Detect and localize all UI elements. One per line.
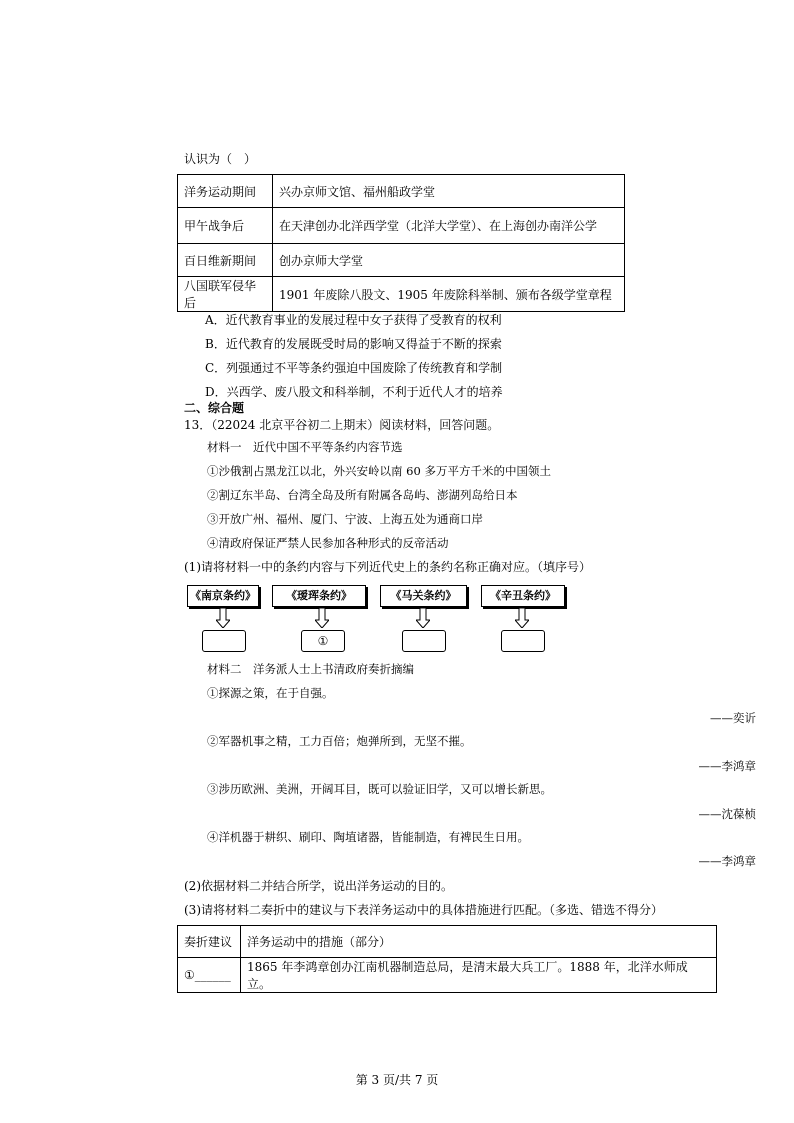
option-c: C．列强通过不平等条约强迫中国废除了传统教育和学制 <box>205 361 503 375</box>
table-cell: 1901 年废除八股文、1905 年废除科举制、颁布各级学堂章程 <box>273 277 625 312</box>
table-header: 洋务运动中的措施（部分） <box>241 926 717 958</box>
material1-item: ②割辽东半岛、台湾全岛及所有附属各岛屿、澎湖列岛给日本 <box>207 488 518 502</box>
material2-item: ④洋机器于耕织、刷印、陶埴诸器，皆能制造，有裨民生日用。 <box>207 830 529 844</box>
page-number: 第 3 页/共 7 页 <box>355 1073 439 1087</box>
material2-title: 材料二 洋务派人士上书清政府奏折摘编 <box>207 662 414 676</box>
material2-item: ②军器机事之精，工力百倍；炮弹所到，无坚不摧。 <box>207 734 472 748</box>
material2-author: ——李鸿章 <box>698 854 756 868</box>
question-13: 13．（22024 北京平谷初二上期末）阅读材料，回答问题。 <box>184 418 500 432</box>
table-cell: 兴办京师文馆、福州船政学堂 <box>273 175 625 208</box>
material1-item: ④清政府保证严禁人民参加各种形式的反帝活动 <box>207 536 449 550</box>
table-cell: 创办京师大学堂 <box>273 244 625 277</box>
down-arrow-icon <box>216 608 230 628</box>
answer-box-aihun[interactable]: ① <box>301 630 345 652</box>
intro-text: 认识为（ ） <box>184 152 257 166</box>
option-a: A．近代教育事业的发展过程中女子获得了受教育的权利 <box>205 313 502 327</box>
sub-question-1: (1)请将材料一中的条约内容与下列近代史上的条约名称正确对应。（填序号） <box>184 560 592 574</box>
table-cell: 甲午战争后 <box>178 208 273 244</box>
down-arrow-icon <box>416 608 430 628</box>
table-cell: 1865 年李鸿章创办江南机器制造总局，是清末最大兵工厂。1888 年，北洋水师成立。 <box>241 958 717 993</box>
down-arrow-icon <box>315 608 329 628</box>
treaty-aihun: 《瑷珲条约》 <box>272 585 366 607</box>
measures-table <box>177 925 717 993</box>
material1-item: ③开放广州、福州、厦门、宁波、上海五处为通商口岸 <box>207 512 483 526</box>
material2-item: ③涉历欧洲、美洲，开阔耳目，既可以验证旧学，又可以增长新思。 <box>207 782 552 796</box>
sub-question-2: (2)依据材料二并结合所学，说出洋务运动的目的。 <box>184 879 453 893</box>
education-table <box>177 174 625 312</box>
table-cell: 八国联军侵华后 <box>178 277 273 312</box>
section-heading: 二、综合题 <box>184 401 245 415</box>
material2-author: ——沈葆桢 <box>698 807 756 821</box>
table-cell: 洋务运动期间 <box>178 175 273 208</box>
answer-box-nanjing[interactable] <box>202 630 246 652</box>
answer-box-maguan[interactable] <box>402 630 446 652</box>
material2-author: ——李鸿章 <box>698 759 756 773</box>
option-d: D．兴西学、废八股文和科举制，不利于近代人才的培养 <box>205 385 503 399</box>
material1-item: ①沙俄割占黑龙江以北，外兴安岭以南 60 多万平方千米的中国领土 <box>207 464 551 478</box>
table-cell: 百日维新期间 <box>178 244 273 277</box>
table-cell: 在天津创办北洋西学堂（北洋大学堂）、在上海创办南洋公学 <box>273 208 625 244</box>
treaty-xinchou: 《辛丑条约》 <box>481 585 565 607</box>
treaty-maguan: 《马关条约》 <box>380 585 467 607</box>
sub-question-3: (3)请将材料二奏折中的建议与下表洋务运动中的具体措施进行匹配。（多选、错选不得分） <box>184 903 664 917</box>
material1-title: 材料一 近代中国不平等条约内容节选 <box>207 440 403 454</box>
answer-box-xinchou[interactable] <box>501 630 545 652</box>
table-header: 奏折建议 <box>178 926 241 958</box>
treaty-nanjing: 《南京条约》 <box>187 585 259 607</box>
option-b: B．近代教育的发展既受时局的影响又得益于不断的探索 <box>205 337 502 351</box>
answer-blank[interactable]: ①______ <box>178 958 241 993</box>
material2-author: ——奕䜣 <box>710 711 756 725</box>
down-arrow-icon <box>515 608 529 628</box>
material2-item: ①探源之策，在于自强。 <box>207 686 334 700</box>
